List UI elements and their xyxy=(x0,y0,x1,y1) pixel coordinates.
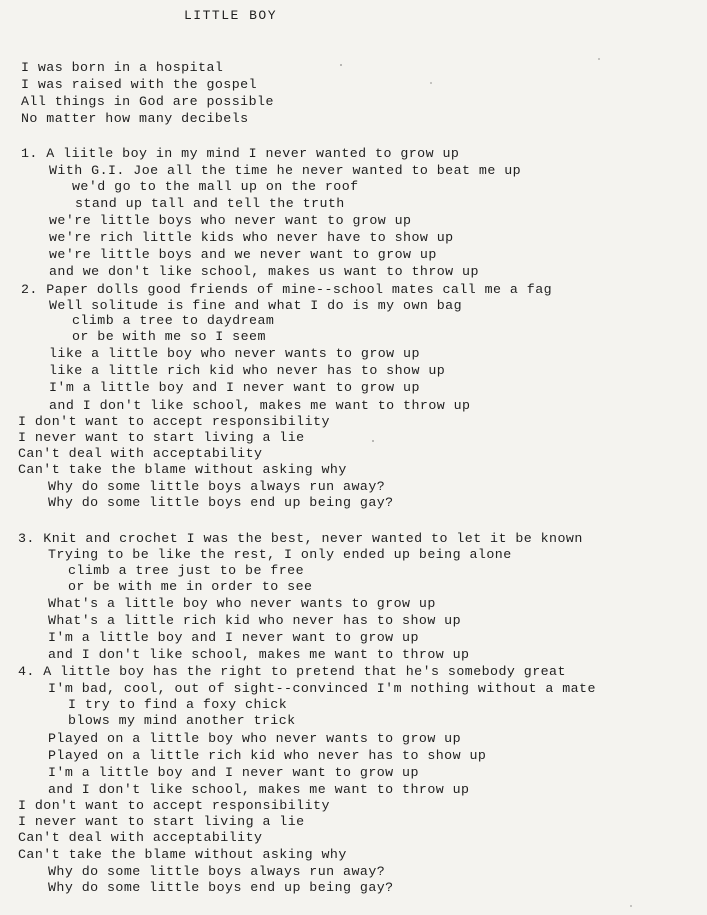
poem-line: 1. A liitle boy in my mind I never wanted to grow up xyxy=(21,146,460,161)
poem-line: we'd go to the mall up on the roof xyxy=(72,179,359,194)
poem-line: I don't want to accept responsibility xyxy=(18,414,330,429)
poem-line: I never want to start living a lie xyxy=(18,430,305,445)
poem-line: stand up tall and tell the truth xyxy=(75,196,345,211)
poem-line: I never want to start living a lie xyxy=(18,814,305,829)
poem-line: or be with me in order to see xyxy=(68,579,313,594)
poem-line: Played on a little boy who never wants to grow up xyxy=(48,731,462,746)
poem-line: and we don't like school, makes us want to throw up xyxy=(49,264,479,279)
poem-line: Why do some little boys always run away? xyxy=(48,479,386,494)
poem-line: climb a tree to daydream xyxy=(72,313,275,328)
poem-line: Played on a little rich kid who never has to show up xyxy=(48,748,487,763)
poem-line: With G.I. Joe all the time he never wanted to beat me up xyxy=(49,163,522,178)
poem-line: Can't deal with acceptability xyxy=(18,830,263,845)
poem-line: What's a little rich kid who never has to show up xyxy=(48,613,462,628)
poem-line: and I don't like school, makes me want to throw up xyxy=(48,647,470,662)
poem-line: and I don't like school, makes me want to throw up xyxy=(49,398,471,413)
poem-line: 2. Paper dolls good friends of mine--school mates call me a fag xyxy=(21,282,553,297)
poem-line: Can't take the blame without asking why xyxy=(18,462,347,477)
poem-line: I was raised with the gospel xyxy=(21,77,258,92)
paper-speck xyxy=(430,82,432,84)
paper-speck xyxy=(340,64,342,66)
poem-line: like a little rich kid who never has to show up xyxy=(49,363,446,378)
poem-line: 4. A little boy has the right to pretend that he's somebody great xyxy=(18,664,566,679)
poem-line: I was born in a hospital xyxy=(21,60,224,75)
poem-line: Why do some little boys always run away? xyxy=(48,864,386,879)
paper-speck xyxy=(630,905,632,907)
poem-line: we're rich little kids who never have to show up xyxy=(49,230,454,245)
poem-line: I'm a little boy and I never want to grow up xyxy=(48,765,419,780)
poem-line: we're little boys who never want to grow up xyxy=(49,213,412,228)
poem-line: I try to find a foxy chick xyxy=(68,697,288,712)
poem-line: I'm bad, cool, out of sight--convinced I'm nothing without a mate xyxy=(48,681,596,696)
poem-line: I don't want to accept responsibility xyxy=(18,798,330,813)
poem-line: I'm a little boy and I never want to grow up xyxy=(48,630,419,645)
poem-line: or be with me so I seem xyxy=(72,329,266,344)
poem-line: climb a tree just to be free xyxy=(68,563,305,578)
poem-line: Why do some little boys end up being gay? xyxy=(48,495,394,510)
poem-line: Trying to be like the rest, I only ended up being alone xyxy=(48,547,512,562)
paper-speck xyxy=(598,58,600,60)
poem-line: Can't deal with acceptability xyxy=(18,446,263,461)
poem-line: we're little boys and we never want to grow up xyxy=(49,247,437,262)
poem-line: Can't take the blame without asking why xyxy=(18,847,347,862)
poem-line: 3. Knit and crochet I was the best, never wanted to let it be known xyxy=(18,531,583,546)
poem-line: like a little boy who never wants to grow up xyxy=(49,346,420,361)
poem-line: I'm a little boy and I never want to grow up xyxy=(49,380,420,395)
poem-line: No matter how many decibels xyxy=(21,111,249,126)
poem-line: What's a little boy who never wants to grow up xyxy=(48,596,436,611)
poem-line: All things in God are possible xyxy=(21,94,274,109)
paper-speck xyxy=(372,440,374,442)
poem-line: Well solitude is fine and what I do is my own bag xyxy=(49,298,463,313)
poem-line: Why do some little boys end up being gay? xyxy=(48,880,394,895)
poem-line: blows my mind another trick xyxy=(68,713,296,728)
poem-line: and I don't like school, makes me want to throw up xyxy=(48,782,470,797)
poem-title: LITTLE BOY xyxy=(184,8,278,23)
